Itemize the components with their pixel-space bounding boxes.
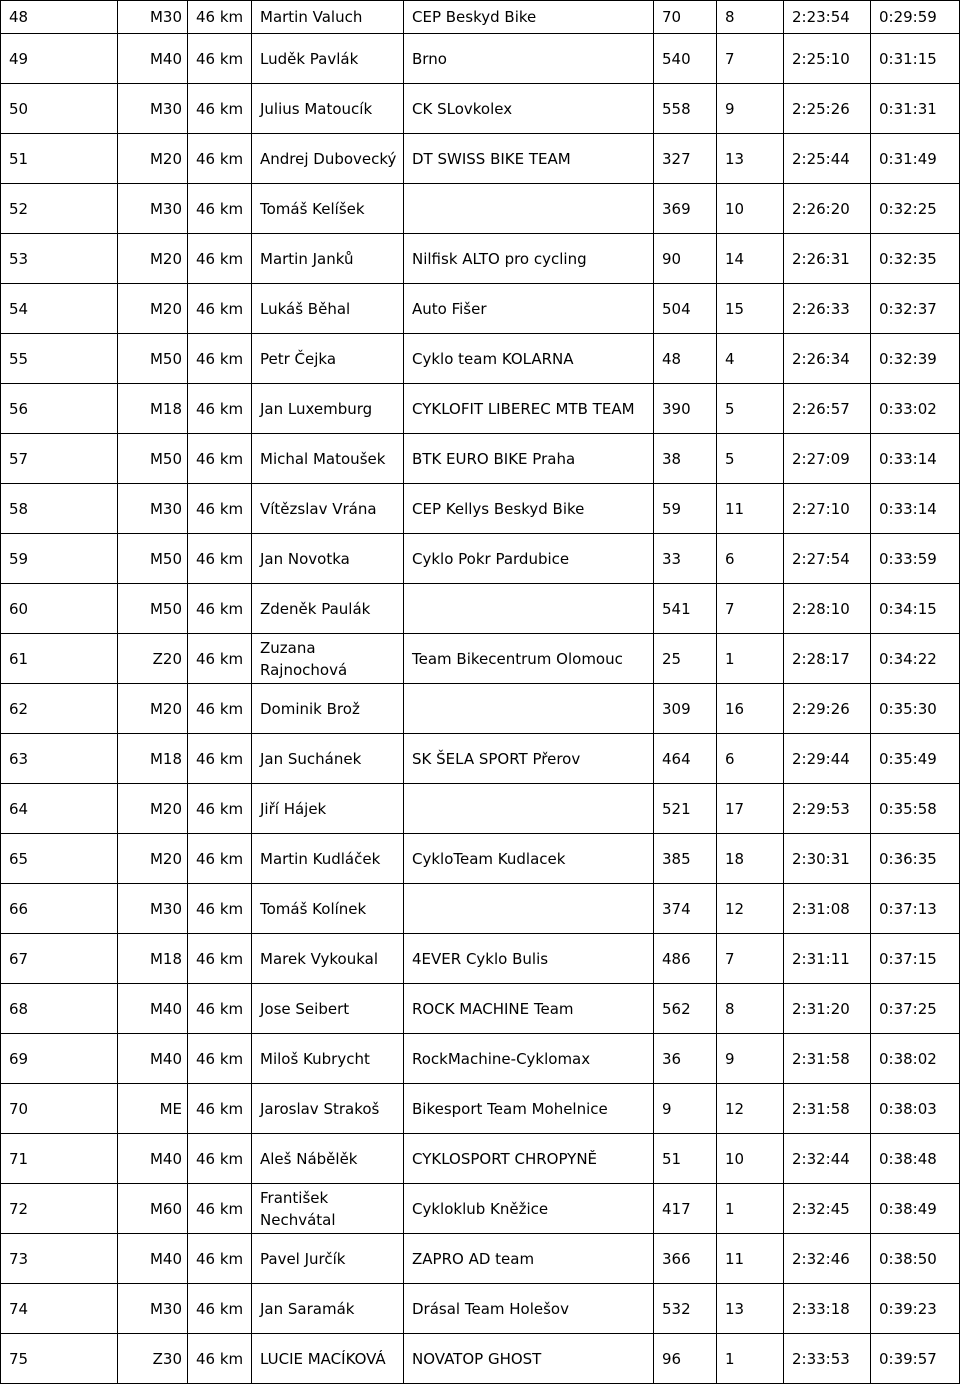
gap-cell: 0:38:48 (871, 1134, 960, 1184)
team-cell (404, 684, 654, 734)
time-cell: 2:23:54 (784, 1, 871, 34)
time-cell: 2:25:10 (784, 34, 871, 84)
category-cell: M20 (118, 784, 188, 834)
start-number-cell: 385 (654, 834, 717, 884)
category-rank-cell: 5 (717, 384, 784, 434)
gap-cell: 0:38:49 (871, 1184, 960, 1234)
time-cell: 2:31:58 (784, 1084, 871, 1134)
category-cell: M18 (118, 384, 188, 434)
rider-name-cell: Julius Matoucík (252, 84, 404, 134)
distance-cell: 46 km (188, 84, 252, 134)
category-cell: M20 (118, 284, 188, 334)
gap-cell: 0:39:23 (871, 1284, 960, 1334)
team-cell: Cyklo team KOLARNA (404, 334, 654, 384)
time-cell: 2:32:44 (784, 1134, 871, 1184)
time-cell: 2:28:17 (784, 634, 871, 684)
table-row (1, 1284, 960, 1334)
team-cell: CK SLovkolex (404, 84, 654, 134)
category-rank-cell: 7 (717, 34, 784, 84)
category-rank-cell: 8 (717, 984, 784, 1034)
start-number-cell: 36 (654, 1034, 717, 1084)
rider-name-cell: Miloš Kubrycht (252, 1034, 404, 1084)
start-number-cell: 390 (654, 384, 717, 434)
gap-cell: 0:37:15 (871, 934, 960, 984)
start-number-cell: 369 (654, 184, 717, 234)
start-number-cell: 532 (654, 1284, 717, 1334)
rider-name-cell: Luděk Pavlák (252, 34, 404, 84)
table-row (1, 1034, 960, 1084)
position-cell: 63 (1, 734, 118, 784)
start-number-cell: 9 (654, 1084, 717, 1134)
gap-cell: 0:35:58 (871, 784, 960, 834)
start-number-cell: 464 (654, 734, 717, 784)
distance-cell: 46 km (188, 284, 252, 334)
rider-name-cell: Tomáš Kolínek (252, 884, 404, 934)
table-row (1, 534, 960, 584)
team-cell (404, 784, 654, 834)
time-cell: 2:33:53 (784, 1334, 871, 1384)
category-rank-cell: 13 (717, 1284, 784, 1334)
category-rank-cell: 8 (717, 1, 784, 34)
distance-cell: 46 km (188, 184, 252, 234)
category-cell: M20 (118, 834, 188, 884)
gap-cell: 0:35:49 (871, 734, 960, 784)
table-row (1, 684, 960, 734)
gap-cell: 0:37:25 (871, 984, 960, 1034)
start-number-cell: 541 (654, 584, 717, 634)
category-rank-cell: 9 (717, 84, 784, 134)
table-row (1, 734, 960, 784)
distance-cell: 46 km (188, 684, 252, 734)
table-row (1, 1084, 960, 1134)
category-rank-cell: 10 (717, 184, 784, 234)
team-cell: DT SWISS BIKE TEAM (404, 134, 654, 184)
team-cell: Nilfisk ALTO pro cycling (404, 234, 654, 284)
gap-cell: 0:37:13 (871, 884, 960, 934)
rider-name-cell: Dominik Brož (252, 684, 404, 734)
gap-cell: 0:33:14 (871, 434, 960, 484)
gap-cell: 0:39:57 (871, 1334, 960, 1384)
start-number-cell: 309 (654, 684, 717, 734)
team-cell: 4EVER Cyklo Bulis (404, 934, 654, 984)
gap-cell: 0:31:15 (871, 34, 960, 84)
table-row (1, 1134, 960, 1184)
time-cell: 2:26:33 (784, 284, 871, 334)
category-cell: M30 (118, 84, 188, 134)
category-cell: M18 (118, 734, 188, 784)
category-cell: ME (118, 1084, 188, 1134)
table-row (1, 984, 960, 1034)
rider-name-cell: LUCIE MACÍKOVÁ (252, 1334, 404, 1384)
team-cell: RockMachine-Cyklomax (404, 1034, 654, 1084)
category-cell: M30 (118, 884, 188, 934)
position-cell: 58 (1, 484, 118, 534)
table-row (1, 134, 960, 184)
position-cell: 66 (1, 884, 118, 934)
category-cell: M18 (118, 934, 188, 984)
table-row (1, 484, 960, 534)
distance-cell: 46 km (188, 734, 252, 784)
gap-cell: 0:33:59 (871, 534, 960, 584)
category-cell: M30 (118, 184, 188, 234)
category-rank-cell: 12 (717, 884, 784, 934)
table-row (1, 84, 960, 134)
rider-name-cell: František Nechvátal (252, 1184, 404, 1234)
table-row (1, 34, 960, 84)
team-cell: Team Bikecentrum Olomouc (404, 634, 654, 684)
table-row (1, 184, 960, 234)
rider-name-cell: Jose Seibert (252, 984, 404, 1034)
category-rank-cell: 1 (717, 634, 784, 684)
position-cell: 61 (1, 634, 118, 684)
time-cell: 2:27:10 (784, 484, 871, 534)
rider-name-cell: Jan Suchánek (252, 734, 404, 784)
gap-cell: 0:38:02 (871, 1034, 960, 1084)
gap-cell: 0:32:25 (871, 184, 960, 234)
distance-cell: 46 km (188, 984, 252, 1034)
distance-cell: 46 km (188, 884, 252, 934)
rider-name-cell: Martin Kudláček (252, 834, 404, 884)
start-number-cell: 70 (654, 1, 717, 34)
team-cell: ROCK MACHINE Team (404, 984, 654, 1034)
category-rank-cell: 4 (717, 334, 784, 384)
category-rank-cell: 1 (717, 1334, 784, 1384)
time-cell: 2:33:18 (784, 1284, 871, 1334)
position-cell: 73 (1, 1234, 118, 1284)
category-cell: M50 (118, 334, 188, 384)
time-cell: 2:31:58 (784, 1034, 871, 1084)
table-row (1, 1334, 960, 1384)
time-cell: 2:27:09 (784, 434, 871, 484)
start-number-cell: 558 (654, 84, 717, 134)
team-cell: CykloTeam Kudlacek (404, 834, 654, 884)
gap-cell: 0:32:35 (871, 234, 960, 284)
start-number-cell: 51 (654, 1134, 717, 1184)
time-cell: 2:25:44 (784, 134, 871, 184)
distance-cell: 46 km (188, 434, 252, 484)
position-cell: 67 (1, 934, 118, 984)
time-cell: 2:32:45 (784, 1184, 871, 1234)
distance-cell: 46 km (188, 1234, 252, 1284)
distance-cell: 46 km (188, 834, 252, 884)
table-row (1, 1184, 960, 1234)
team-cell: Bikesport Team Mohelnice (404, 1084, 654, 1134)
time-cell: 2:26:20 (784, 184, 871, 234)
category-cell: M20 (118, 684, 188, 734)
category-cell: M30 (118, 484, 188, 534)
category-rank-cell: 5 (717, 434, 784, 484)
category-cell: Z20 (118, 634, 188, 684)
category-cell: M30 (118, 1284, 188, 1334)
distance-cell: 46 km (188, 334, 252, 384)
team-cell: CEP Beskyd Bike (404, 1, 654, 34)
distance-cell: 46 km (188, 1134, 252, 1184)
position-cell: 64 (1, 784, 118, 834)
start-number-cell: 25 (654, 634, 717, 684)
start-number-cell: 327 (654, 134, 717, 184)
distance-cell: 46 km (188, 1034, 252, 1084)
category-rank-cell: 17 (717, 784, 784, 834)
rider-name-cell: Tomáš Kelíšek (252, 184, 404, 234)
position-cell: 48 (1, 1, 118, 34)
team-cell (404, 884, 654, 934)
position-cell: 62 (1, 684, 118, 734)
position-cell: 70 (1, 1084, 118, 1134)
rider-name-cell: Michal Matoušek (252, 434, 404, 484)
table-row (1, 284, 960, 334)
distance-cell: 46 km (188, 1334, 252, 1384)
table-row (1, 834, 960, 884)
category-rank-cell: 10 (717, 1134, 784, 1184)
team-cell: Cyklo Pokr Pardubice (404, 534, 654, 584)
position-cell: 52 (1, 184, 118, 234)
distance-cell: 46 km (188, 584, 252, 634)
start-number-cell: 90 (654, 234, 717, 284)
rider-name-cell: Pavel Jurčík (252, 1234, 404, 1284)
time-cell: 2:27:54 (784, 534, 871, 584)
category-rank-cell: 7 (717, 934, 784, 984)
category-cell: M60 (118, 1184, 188, 1234)
category-cell: M30 (118, 1, 188, 34)
rider-name-cell: Martin Valuch (252, 1, 404, 34)
start-number-cell: 540 (654, 34, 717, 84)
rider-name-cell: Marek Vykoukal (252, 934, 404, 984)
distance-cell: 46 km (188, 784, 252, 834)
category-cell: M40 (118, 1234, 188, 1284)
category-rank-cell: 9 (717, 1034, 784, 1084)
team-cell: Cykloklub Kněžice (404, 1184, 654, 1234)
gap-cell: 0:32:37 (871, 284, 960, 334)
table-row (1, 234, 960, 284)
start-number-cell: 33 (654, 534, 717, 584)
team-cell: CEP Kellys Beskyd Bike (404, 484, 654, 534)
distance-cell: 46 km (188, 534, 252, 584)
team-cell: CYKLOFIT LIBEREC MTB TEAM (404, 384, 654, 434)
category-cell: M50 (118, 534, 188, 584)
category-rank-cell: 15 (717, 284, 784, 334)
time-cell: 2:31:20 (784, 984, 871, 1034)
start-number-cell: 486 (654, 934, 717, 984)
gap-cell: 0:34:22 (871, 634, 960, 684)
position-cell: 71 (1, 1134, 118, 1184)
gap-cell: 0:36:35 (871, 834, 960, 884)
distance-cell: 46 km (188, 1184, 252, 1234)
distance-cell: 46 km (188, 384, 252, 434)
position-cell: 74 (1, 1284, 118, 1334)
gap-cell: 0:32:39 (871, 334, 960, 384)
rider-name-cell: Vítězslav Vrána (252, 484, 404, 534)
position-cell: 65 (1, 834, 118, 884)
position-cell: 50 (1, 84, 118, 134)
gap-cell: 0:38:03 (871, 1084, 960, 1134)
table-row (1, 934, 960, 984)
category-cell: M40 (118, 34, 188, 84)
rider-name-cell: Jan Luxemburg (252, 384, 404, 434)
gap-cell: 0:33:02 (871, 384, 960, 434)
rider-name-cell: Jaroslav Strakoš (252, 1084, 404, 1134)
category-rank-cell: 14 (717, 234, 784, 284)
category-rank-cell: 16 (717, 684, 784, 734)
distance-cell: 46 km (188, 634, 252, 684)
gap-cell: 0:34:15 (871, 584, 960, 634)
gap-cell: 0:31:49 (871, 134, 960, 184)
position-cell: 68 (1, 984, 118, 1034)
table-row (1, 434, 960, 484)
time-cell: 2:26:57 (784, 384, 871, 434)
gap-cell: 0:31:31 (871, 84, 960, 134)
category-rank-cell: 18 (717, 834, 784, 884)
time-cell: 2:25:26 (784, 84, 871, 134)
rider-name-cell: Aleš Nábělěk (252, 1134, 404, 1184)
team-cell (404, 584, 654, 634)
category-rank-cell: 6 (717, 534, 784, 584)
category-cell: M50 (118, 434, 188, 484)
team-cell: Brno (404, 34, 654, 84)
time-cell: 2:29:26 (784, 684, 871, 734)
start-number-cell: 38 (654, 434, 717, 484)
gap-cell: 0:35:30 (871, 684, 960, 734)
table-row (1, 884, 960, 934)
rider-name-cell: Petr Čejka (252, 334, 404, 384)
category-cell: M50 (118, 584, 188, 634)
table-row (1, 634, 960, 684)
position-cell: 57 (1, 434, 118, 484)
table-row (1, 384, 960, 434)
category-cell: M40 (118, 984, 188, 1034)
start-number-cell: 417 (654, 1184, 717, 1234)
team-cell: SK ŠELA SPORT Přerov (404, 734, 654, 784)
team-cell: ZAPRO AD team (404, 1234, 654, 1284)
category-rank-cell: 6 (717, 734, 784, 784)
category-cell: M20 (118, 134, 188, 184)
start-number-cell: 562 (654, 984, 717, 1034)
category-cell: M40 (118, 1134, 188, 1184)
category-rank-cell: 11 (717, 484, 784, 534)
distance-cell: 46 km (188, 234, 252, 284)
gap-cell: 0:29:59 (871, 1, 960, 34)
category-rank-cell: 11 (717, 1234, 784, 1284)
category-rank-cell: 13 (717, 134, 784, 184)
distance-cell: 46 km (188, 1084, 252, 1134)
team-cell: Drásal Team Holešov (404, 1284, 654, 1334)
category-cell: Z30 (118, 1334, 188, 1384)
start-number-cell: 48 (654, 334, 717, 384)
position-cell: 53 (1, 234, 118, 284)
table-row (1, 334, 960, 384)
team-cell (404, 184, 654, 234)
distance-cell: 46 km (188, 1, 252, 34)
start-number-cell: 374 (654, 884, 717, 934)
time-cell: 2:32:46 (784, 1234, 871, 1284)
position-cell: 75 (1, 1334, 118, 1384)
team-cell: CYKLOSPORT CHROPYNĚ (404, 1134, 654, 1184)
start-number-cell: 59 (654, 484, 717, 534)
category-rank-cell: 7 (717, 584, 784, 634)
rider-name-cell: Jan Saramák (252, 1284, 404, 1334)
position-cell: 69 (1, 1034, 118, 1084)
distance-cell: 46 km (188, 484, 252, 534)
distance-cell: 46 km (188, 34, 252, 84)
team-cell: NOVATOP GHOST (404, 1334, 654, 1384)
gap-cell: 0:33:14 (871, 484, 960, 534)
category-rank-cell: 12 (717, 1084, 784, 1134)
category-cell: M20 (118, 234, 188, 284)
position-cell: 51 (1, 134, 118, 184)
position-cell: 72 (1, 1184, 118, 1234)
table-row (1, 784, 960, 834)
position-cell: 49 (1, 34, 118, 84)
table-row (1, 1234, 960, 1284)
rider-name-cell: Martin Janků (252, 234, 404, 284)
position-cell: 60 (1, 584, 118, 634)
position-cell: 54 (1, 284, 118, 334)
table-row (1, 1, 960, 34)
rider-name-cell: Lukáš Běhal (252, 284, 404, 334)
category-rank-cell: 1 (717, 1184, 784, 1234)
start-number-cell: 521 (654, 784, 717, 834)
start-number-cell: 366 (654, 1234, 717, 1284)
position-cell: 55 (1, 334, 118, 384)
rider-name-cell: Zdeněk Paulák (252, 584, 404, 634)
time-cell: 2:29:44 (784, 734, 871, 784)
time-cell: 2:29:53 (784, 784, 871, 834)
team-cell: Auto Fišer (404, 284, 654, 334)
time-cell: 2:26:34 (784, 334, 871, 384)
time-cell: 2:31:11 (784, 934, 871, 984)
time-cell: 2:31:08 (784, 884, 871, 934)
distance-cell: 46 km (188, 934, 252, 984)
rider-name-cell: Zuzana Rajnochová (252, 634, 404, 684)
position-cell: 59 (1, 534, 118, 584)
time-cell: 2:26:31 (784, 234, 871, 284)
team-cell: BTK EURO BIKE Praha (404, 434, 654, 484)
rider-name-cell: Andrej Dubovecký (252, 134, 404, 184)
time-cell: 2:28:10 (784, 584, 871, 634)
category-cell: M40 (118, 1034, 188, 1084)
position-cell: 56 (1, 384, 118, 434)
rider-name-cell: Jiří Hájek (252, 784, 404, 834)
distance-cell: 46 km (188, 134, 252, 184)
start-number-cell: 504 (654, 284, 717, 334)
rider-name-cell: Jan Novotka (252, 534, 404, 584)
gap-cell: 0:38:50 (871, 1234, 960, 1284)
table-row (1, 584, 960, 634)
results-table-body (1, 1, 960, 1384)
start-number-cell: 96 (654, 1334, 717, 1384)
time-cell: 2:30:31 (784, 834, 871, 884)
distance-cell: 46 km (188, 1284, 252, 1334)
